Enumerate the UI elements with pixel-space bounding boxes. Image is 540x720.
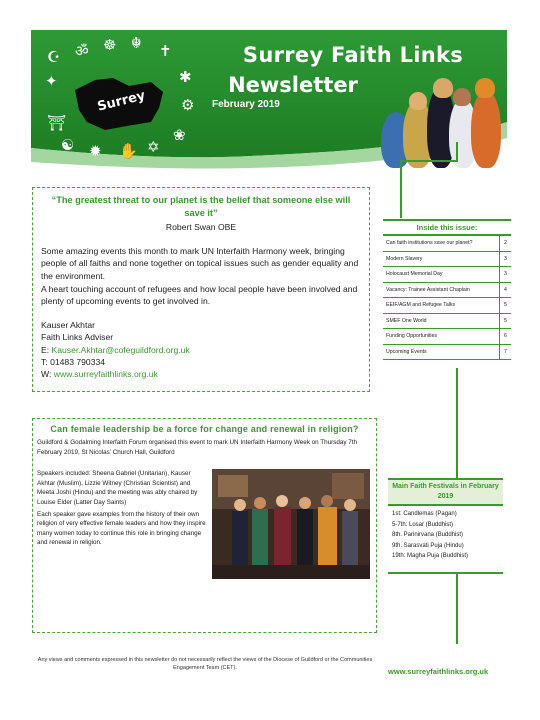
contact-email-row — [41, 344, 361, 356]
intro-paragraph-2: A heart touching account of refugees and how local people have been involved and plenty of upcoming events to get involved in. — [41, 283, 358, 307]
toc-title: Vacancy: Trainee Assistant Chaplain — [383, 283, 500, 298]
issue-date: February 2019 — [212, 99, 280, 110]
body-paragraph: Each speaker gave examples from the history of their own religion of very effective female leaders and how they inspire many women today to continue this role in bringing change and renewal in religion. — [37, 510, 206, 547]
connector-line — [456, 142, 458, 160]
article-text — [37, 469, 207, 548]
article-body — [37, 469, 372, 548]
featured-quote: “The greatest threat to our planet is the belief that someone else will save it” — [51, 195, 351, 218]
footer-website-link[interactable]: www.surreyfaithlinks.org.uk — [388, 667, 489, 676]
toc-row[interactable] — [383, 345, 511, 361]
festival-item: 8th. Parinirvana (Buddhist) — [392, 532, 464, 538]
toc-page: 3 — [504, 271, 507, 278]
editorial-box — [32, 187, 370, 392]
toc-row[interactable] — [383, 298, 511, 314]
connector-line — [456, 574, 458, 644]
contact-role: Faith Links Adviser — [41, 332, 114, 343]
contact-block — [41, 319, 361, 380]
email-link[interactable]: Kauser.Akhtar@cofeguildford.org.uk — [51, 344, 190, 355]
yin-yang-icon: ☯ — [61, 136, 75, 154]
toc-page: 5 — [504, 317, 507, 324]
star-icon: ✹ — [89, 142, 102, 160]
email-label: E: — [41, 344, 52, 355]
toc-page: 3 — [504, 255, 507, 262]
festivals-list — [388, 506, 503, 565]
newsletter-subtitle: Newsletter — [228, 73, 358, 97]
wheel-icon: ⚙ — [181, 96, 195, 114]
toc-heading: Inside this issue: — [383, 219, 511, 236]
article-title: Can female leadership be a force for change and renewal in religion? — [50, 424, 359, 434]
crescent-star-icon: ☪ — [47, 48, 61, 66]
toc-page: 5 — [504, 302, 507, 309]
torii-icon: ⛩ — [47, 114, 67, 132]
web-label: W: — [41, 369, 54, 380]
toc-title: EEIF/AGM and Refugee Talks — [383, 298, 500, 313]
toc-title: Funding Opportunities — [383, 329, 500, 344]
lotus-icon: ❀ — [173, 126, 186, 144]
people-photo-collage — [381, 70, 507, 170]
festival-item: 5-7th: Losar (Buddhist) — [392, 521, 454, 528]
newsletter-banner — [31, 30, 507, 170]
cross-icon: ✝ — [159, 42, 172, 60]
toc-page: 2 — [504, 240, 507, 247]
speakers-photo — [212, 469, 370, 579]
toc-row[interactable] — [383, 283, 511, 299]
toc-title: SMEF One World — [383, 314, 500, 329]
om-icon: ॐ — [75, 42, 89, 60]
faravahar-icon: ✦ — [45, 72, 58, 90]
festivals-heading: Main Faith Festivals in February 2019 — [388, 480, 503, 506]
toc-title: Upcoming Events — [383, 345, 500, 360]
disclaimer: Any views and comments expressed in this newsletter do not necessarily reflect the views of the Diocese of Guildford or the Communities Engagement Team (CET). — [37, 657, 373, 671]
festival-item: 1st: Candlemas (Pagan) — [392, 511, 457, 517]
bahai-star-icon: ✱ — [179, 68, 192, 86]
speakers-paragraph: Speakers included: Sheena Gabriel (Unitarian), Kauser Akhtar (Muslim), Lizzie Witney (Christian Scientist) and Meeta Joshi (Hindu) and the meeting was ably chaired by Louise Elder (Latter Day Saints) — [37, 470, 198, 506]
toc-title: Modern Slavery — [383, 252, 500, 267]
toc-title: Holocaust Memorial Day — [383, 267, 500, 282]
website-link[interactable]: www.surreyfaithlinks.org.uk — [53, 369, 158, 380]
intro-paragraph: Some amazing events this month to mark UN Interfaith Harmony week, bringing people of all faiths and none together on topical issues such as gender equality and the environment. — [41, 246, 359, 281]
dharma-wheel-icon: ☸ — [103, 36, 117, 54]
hand-icon: ✋ — [119, 142, 138, 160]
toc-title: Can faith institutions save our planet? — [383, 236, 500, 251]
quote-author: Robert Swan OBE — [165, 222, 237, 232]
toc-row[interactable] — [383, 236, 511, 252]
festival-item: 19th: Magha Puja (Buddhist) — [392, 553, 469, 559]
toc-row[interactable] — [383, 252, 511, 268]
leadership-article — [32, 418, 377, 633]
toc-row[interactable] — [383, 267, 511, 283]
connector-line — [400, 160, 458, 162]
inside-this-issue — [383, 219, 511, 369]
toc-row[interactable] — [383, 329, 511, 345]
surrey-map-label: Surrey — [95, 88, 147, 115]
khanda-icon: ☬ — [131, 34, 142, 52]
connector-line — [456, 368, 458, 480]
toc-page: 4 — [504, 286, 507, 293]
toc-page: 6 — [504, 333, 507, 340]
article-intro: Guildford & Godalming Interfaith Forum organised this event to mark UN Interfaith Harmony Week on Thursday 7th February 2019, St Nicolas’ Church Hall, Guildford — [37, 439, 358, 456]
contact-web-row — [41, 368, 361, 380]
contact-phone: T: 01483 790334 — [41, 356, 106, 367]
contact-name: Kauser Akhtar — [41, 320, 95, 331]
faith-festivals-box — [388, 478, 503, 574]
newsletter-title: Surrey Faith Links — [242, 43, 464, 67]
festival-item: 9th. Sarasvati Puja (Hindu) — [392, 542, 464, 549]
toc-page: 7 — [504, 348, 507, 355]
connector-line — [400, 160, 402, 218]
star-of-david-icon: ✡ — [147, 138, 160, 156]
toc-row[interactable] — [383, 314, 511, 330]
